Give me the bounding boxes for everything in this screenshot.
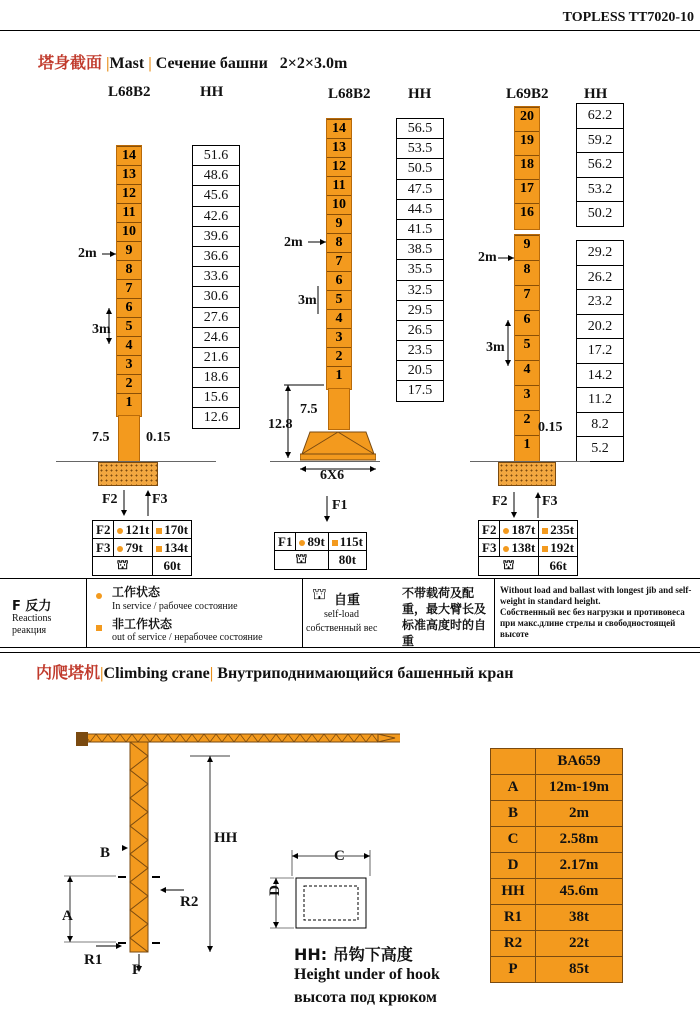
table-row (491, 801, 623, 827)
config1-height-dim: 3m (92, 322, 111, 337)
table-row (491, 749, 623, 775)
mast-section: 3 (327, 328, 351, 347)
hh-value: 53.2 (577, 178, 623, 203)
table-row (479, 557, 578, 576)
legend-self-weight-en: self-load (324, 609, 359, 620)
legend-in-service-en: In service / рабочее состояние (112, 601, 238, 612)
config2-force-arrow (322, 494, 332, 524)
legend-self-weight-ru: собственный вес (306, 623, 378, 634)
hh-value: 29.2 (577, 241, 623, 266)
in-service-value: 121t (125, 521, 150, 537)
label-r1: R1 (84, 952, 103, 968)
config2-seg-dim: 2m (284, 235, 303, 250)
ba-key: HH (491, 879, 536, 905)
self-weight-value: 80t (328, 551, 366, 570)
hh-value: 12.6 (203, 410, 229, 426)
mast-section: 8 (117, 260, 141, 279)
ba-key: R2 (491, 931, 536, 957)
config3-mast-bottom (514, 234, 540, 462)
in-service-value: 79t (125, 539, 143, 555)
legend-note-en-ru (500, 585, 696, 640)
config3-foundation (498, 462, 556, 486)
mast-section: 19 (515, 131, 539, 150)
mast-section: 4 (515, 360, 539, 379)
config2-mast (326, 118, 352, 390)
config2-chassis-arrow (298, 464, 378, 474)
reaction-label: F3 (93, 539, 114, 557)
self-weight-icon: ⛫ (312, 586, 327, 603)
self-weight-icon: ⛫ (116, 557, 129, 572)
top-rule (0, 30, 700, 31)
hh-value: 42.6 (193, 207, 239, 227)
mast-title-cn: 塔身截面 (38, 53, 103, 72)
config2-chassis-dim: 6X6 (320, 468, 345, 483)
config1-mast (116, 145, 142, 417)
config3-offset-dim: 0.15 (538, 420, 563, 435)
mast-section: 1 (515, 435, 539, 454)
mast-section: 17 (515, 179, 539, 198)
section-plan (266, 848, 386, 938)
legend-note-en: Without load and ballast with longest jib and self-weight in standard height. (500, 585, 692, 606)
mast-section: 20 (515, 107, 539, 126)
mast-section: 7 (117, 279, 141, 298)
mast-section: 13 (327, 138, 351, 157)
climbing-title-cn: 内爬塔机 (36, 663, 101, 682)
hook-ru: высота под крюком (294, 989, 437, 1006)
label-hh: HH (214, 830, 238, 846)
mast-section: 14 (327, 119, 351, 138)
config1-force-arrows (118, 488, 154, 518)
label-a: A (62, 908, 73, 924)
ba-key: R1 (491, 905, 536, 931)
self-weight-value: 60t (153, 557, 192, 576)
hh-value: 56.5 (397, 119, 443, 139)
hh-value: 24.6 (193, 328, 239, 348)
hh-value: 53.5 (397, 139, 443, 159)
ba-value: 2.17m (536, 853, 623, 879)
mast-section: 6 (327, 271, 351, 290)
out-service-value: 235t (550, 521, 575, 537)
hh-value: 30.6 (193, 287, 239, 307)
model-title: TOPLESS TT7020-10 (562, 10, 694, 25)
config3-f3-label: F3 (542, 494, 558, 509)
table-row (491, 957, 623, 983)
config3-dim-arrows (496, 246, 516, 376)
config2-height-dim: 3m (298, 293, 317, 308)
hh-value: 32.5 (397, 281, 443, 301)
mast-section: 7 (515, 285, 539, 304)
config1-model: L68B2 (108, 84, 151, 100)
hh-value: 20.5 (397, 361, 443, 381)
mast-section: 1 (117, 393, 141, 412)
mast-section: 10 (117, 222, 141, 241)
legend-out-service-en: out of service / нерабочее состояние (112, 632, 263, 643)
climbing-section-title: 内爬塔机|Climbing crane| Внутриподнимающийся башенный кран (36, 663, 514, 682)
self-weight-icon: ⛫ (295, 551, 308, 566)
hh-value: 41.5 (397, 220, 443, 240)
label-b: B (100, 845, 111, 861)
label-c: C (334, 848, 345, 864)
legend-self-weight-cn: 自重 (334, 593, 361, 608)
ba-value: 2.58m (536, 827, 623, 853)
climbing-title-en: Climbing crane (103, 665, 210, 682)
mast-section: 5 (117, 317, 141, 336)
hh-value: 48.6 (193, 166, 239, 186)
config2-base-total-dim: 12.8 (268, 417, 293, 432)
ba-value: 22t (536, 931, 623, 957)
label-d: D (266, 885, 283, 896)
mast-section: 10 (327, 195, 351, 214)
table-row (491, 931, 623, 957)
mast-section: 11 (117, 203, 141, 222)
mast-section: 2 (327, 347, 351, 366)
config1-f3-label: F3 (152, 492, 168, 507)
hh-value: 26.2 (577, 266, 623, 291)
mast-title-en: Mast (109, 55, 145, 72)
hh-value: 26.5 (397, 321, 443, 341)
hh-value: 29.5 (397, 301, 443, 321)
config2-model: L68B2 (328, 86, 371, 102)
config2-reaction-table (274, 532, 367, 570)
legend-f-en: Reactions (12, 613, 52, 624)
mast-section: 14 (117, 146, 141, 165)
mast-section: 3 (117, 355, 141, 374)
table-row (491, 827, 623, 853)
config1-reaction-table (92, 520, 192, 576)
config3-hh-label: HH (584, 86, 608, 102)
config3-seg-dim: 2m (478, 250, 497, 265)
hh-value: 62.2 (577, 104, 623, 129)
mast-section: 9 (515, 235, 539, 254)
ba-header: BA659 (536, 749, 623, 775)
hh-value: 50.5 (397, 159, 443, 179)
mast-section: 2 (117, 374, 141, 393)
hh-value: 45.6 (193, 186, 239, 206)
config3-reaction-table (478, 520, 578, 576)
hh-value: 5.2 (591, 441, 609, 456)
mast-section: 16 (515, 203, 539, 222)
hh-value: 33.6 (193, 267, 239, 287)
config3-height-dim: 3m (486, 340, 505, 355)
label-r2: R2 (180, 894, 199, 910)
legend-f-ru: реакция (12, 625, 47, 636)
hh-value: 51.6 (193, 146, 239, 166)
table-row (93, 557, 192, 576)
ba-value: 85t (536, 957, 623, 983)
ba-key: A (491, 775, 536, 801)
config3-f2-label: F2 (492, 494, 508, 509)
hh-value: 15.6 (193, 388, 239, 408)
config1-base-dim: 7.5 (92, 430, 110, 445)
mast-section: 5 (327, 290, 351, 309)
ba-key: B (491, 801, 536, 827)
mast-dimension: 2×2×3.0m (279, 55, 348, 72)
config3-hh-column-bottom (576, 240, 624, 462)
hh-value: 35.5 (397, 260, 443, 280)
reaction-label: F2 (93, 521, 114, 539)
table-row (479, 539, 578, 557)
hh-value: 21.6 (193, 348, 239, 368)
config3-mast-top (514, 106, 540, 230)
table-row (275, 533, 367, 551)
mast-section: 13 (117, 165, 141, 184)
table-row (491, 853, 623, 879)
hh-value: 39.6 (193, 227, 239, 247)
self-weight-icon: ⛫ (502, 557, 515, 572)
config2-base-dim: 7.5 (300, 402, 318, 417)
mast-section: 5 (515, 335, 539, 354)
in-service-value: 89t (307, 533, 325, 549)
legend-in-service-cn: 工作状态 (112, 585, 161, 599)
hh-value: 50.2 (587, 206, 613, 221)
config1-base-anchor (118, 415, 140, 462)
config2-hh-column (396, 118, 444, 402)
config1-hh-label: HH (200, 84, 224, 100)
out-service-value: 115t (339, 533, 363, 549)
mast-section-title: 塔身截面 |Mast | Сечение башни 2×2×3.0m (38, 53, 348, 72)
table-row (93, 539, 192, 557)
climbing-rule (0, 652, 700, 653)
mast-section: 9 (117, 241, 141, 260)
ba-key: P (491, 957, 536, 983)
hh-value: 8.2 (577, 413, 623, 438)
mast-section: 12 (117, 184, 141, 203)
mast-section: 11 (327, 176, 351, 195)
ba-key: C (491, 827, 536, 853)
ba659-table (490, 748, 623, 983)
self-weight-value: 66t (539, 557, 578, 576)
reaction-label: F2 (479, 521, 500, 539)
config3-force-arrows (508, 490, 544, 520)
config2-hh-label: HH (408, 86, 432, 102)
hook-en: Height under of hook (294, 966, 440, 983)
config2-dim-arrows (284, 230, 328, 460)
hh-value: 17.2 (577, 339, 623, 364)
reaction-label: F1 (275, 533, 296, 551)
mast-section: 12 (327, 157, 351, 176)
reaction-label: F3 (479, 539, 500, 557)
in-service-value: 187t (511, 521, 536, 537)
ba-value: 12m-19m (536, 775, 623, 801)
config2-ground (270, 461, 380, 462)
legend-note-cn: 不带载荷及配重，最大臂长及标准高度时的自重 (402, 586, 487, 648)
table-row (275, 551, 367, 570)
ba-key: D (491, 853, 536, 879)
legend-note-ru: Собственный вес без нагрузки и противовеса при макс.длине стрелы и свободностоящей высоте (500, 607, 685, 639)
mast-section: 3 (515, 385, 539, 404)
table-row (491, 879, 623, 905)
ba-value: 38t (536, 905, 623, 931)
mast-section: 4 (117, 336, 141, 355)
hh-value: 20.2 (577, 315, 623, 340)
out-service-value: 192t (550, 539, 575, 555)
ba-value: 45.6m (536, 879, 623, 905)
hh-value: 56.2 (577, 153, 623, 178)
config1-seg-dim: 2m (78, 246, 97, 261)
table-row (491, 905, 623, 931)
config2-f1-label: F1 (332, 498, 348, 513)
mast-section: 9 (327, 214, 351, 233)
config1-foundation (98, 462, 158, 486)
config1-dim-arrows (100, 240, 118, 350)
mast-section: 6 (117, 298, 141, 317)
mast-section: 2 (515, 410, 539, 429)
hh-value: 14.2 (577, 364, 623, 389)
mast-section: 1 (327, 366, 351, 385)
hh-value: 44.5 (397, 200, 443, 220)
hh-value: 47.5 (397, 180, 443, 200)
legend (0, 578, 700, 648)
out-service-value: 170t (164, 521, 189, 537)
ba-value: 2m (536, 801, 623, 827)
hook-cn: HH: 吊钩下高度 (294, 945, 413, 964)
climbing-title-ru: Внутриподнимающийся башенный кран (217, 665, 514, 682)
config3-model: L69B2 (506, 86, 549, 102)
config1-offset-dim: 0.15 (146, 430, 171, 445)
config1-hh-column (192, 145, 240, 429)
hh-value: 23.5 (397, 341, 443, 361)
mast-section: 18 (515, 155, 539, 174)
table-row (491, 775, 623, 801)
hh-value: 59.2 (577, 129, 623, 154)
mast-section: 8 (515, 260, 539, 279)
hh-value: 38.5 (397, 240, 443, 260)
hh-value: 11.2 (577, 388, 623, 413)
mast-section: 7 (327, 252, 351, 271)
legend-out-service-cn: 非工作状态 (112, 617, 173, 631)
hh-value: 27.6 (193, 308, 239, 328)
table-row (479, 521, 578, 539)
in-service-value: 138t (511, 539, 536, 555)
config2-mast-base (328, 388, 350, 430)
config1-f2-label: F2 (102, 492, 118, 507)
table-row (93, 521, 192, 539)
hh-value: 17.5 (407, 383, 433, 399)
mast-section: 4 (327, 309, 351, 328)
hh-value: 23.2 (577, 290, 623, 315)
mast-section: 6 (515, 310, 539, 329)
out-service-value: 134t (164, 539, 189, 555)
config3-hh-column-top (576, 103, 624, 227)
hh-value: 18.6 (193, 368, 239, 388)
legend-f-label: F 反力 (12, 599, 52, 614)
hh-value: 36.6 (193, 247, 239, 267)
mast-title-ru: Сечение башни (155, 55, 268, 72)
label-p: P (132, 962, 142, 978)
mast-section: 8 (327, 233, 351, 252)
